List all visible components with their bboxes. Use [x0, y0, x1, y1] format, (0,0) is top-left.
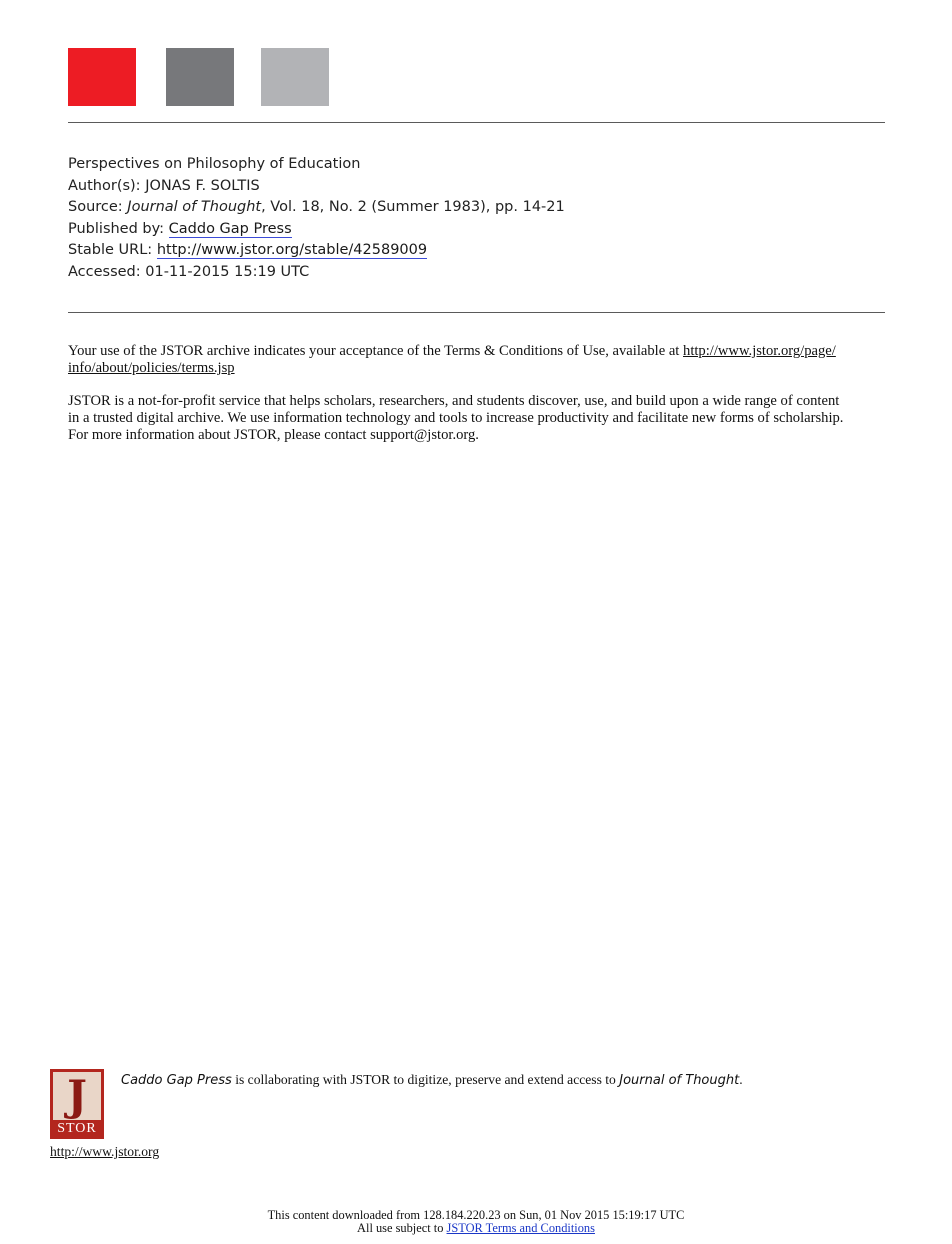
accessed-line [68, 262, 565, 284]
jstor-logo [50, 1069, 104, 1139]
jstor-logo-wordmark: STOR [57, 1121, 97, 1136]
brand-square-light-gray [261, 48, 329, 106]
terms-footer-line [0, 1222, 952, 1235]
middle-divider [68, 312, 885, 313]
top-divider [68, 122, 885, 123]
download-footer [0, 1209, 952, 1235]
download-info: This content downloaded from 128.184.220.23 on Sun, 01 Nov 2015 15:19:17 UTC [267, 1208, 685, 1222]
publisher-link[interactable]: Caddo Gap Press [168, 220, 292, 237]
citation-block [68, 154, 565, 284]
stable-url-link[interactable]: http://www.jstor.org/stable/42589009 [156, 242, 428, 259]
stable-url-label: Stable URL: [68, 242, 153, 259]
terms-url-link-2[interactable]: info/about/policies/terms.jsp [68, 360, 235, 376]
terms-prefix: All use subject to [357, 1221, 447, 1235]
brand-square-red [68, 48, 136, 106]
publisher-line [68, 219, 565, 241]
accessed-label: Accessed: [68, 263, 141, 280]
jstor-logo-emblem [53, 1072, 101, 1120]
publisher-label: Published by: [68, 220, 165, 237]
terms-line-1 [68, 343, 888, 360]
accessed-date: 01-11-2015 15:19 UTC [145, 263, 310, 280]
source-details: , Vol. 18, No. 2 (Summer 1983), pp. 14-21 [261, 199, 565, 216]
collaboration-note [121, 1071, 743, 1089]
collab-publisher: Caddo Gap Press [121, 1073, 232, 1088]
jstor-terms-link[interactable]: JSTOR Terms and Conditions [446, 1221, 595, 1235]
about-line-1: JSTOR is a not-for-profit service that helps scholars, researchers, and students discover, use, and build upon a wide range of content [68, 393, 840, 409]
author-line [68, 176, 565, 198]
terms-paragraph [68, 343, 888, 377]
jstor-home-link[interactable]: http://www.jstor.org [50, 1144, 160, 1159]
collab-journal: Journal of Thought [619, 1073, 740, 1088]
terms-intro: Your use of the JSTOR archive indicates your acceptance of the Terms & Conditions of Use, available at [68, 343, 684, 359]
about-paragraph [68, 393, 898, 444]
source-line [68, 197, 565, 219]
jstor-logo-letter: J [67, 1071, 87, 1120]
terms-url-link-1[interactable]: http://www.jstor.org/page/ [683, 343, 836, 359]
author-name: JONAS F. SOLTIS [145, 177, 260, 194]
about-line-3: For more information about JSTOR, please contact support@jstor.org. [68, 427, 479, 443]
brand-square-dark-gray [166, 48, 234, 106]
collab-end: . [739, 1072, 743, 1087]
about-line-2: in a trusted digital archive. We use information technology and tools to increase productivity and facilitate new forms of scholarship. [68, 410, 844, 426]
article-title: Perspectives on Philosophy of Education [68, 156, 361, 172]
collab-text: is collaborating with JSTOR to digitize, preserve and extend access to [231, 1072, 620, 1087]
author-label: Author(s): [68, 177, 141, 194]
terms-line-2 [68, 360, 888, 377]
source-label: Source: [68, 199, 123, 216]
stable-url-line [68, 240, 565, 262]
journal-name: Journal of Thought [127, 199, 262, 216]
